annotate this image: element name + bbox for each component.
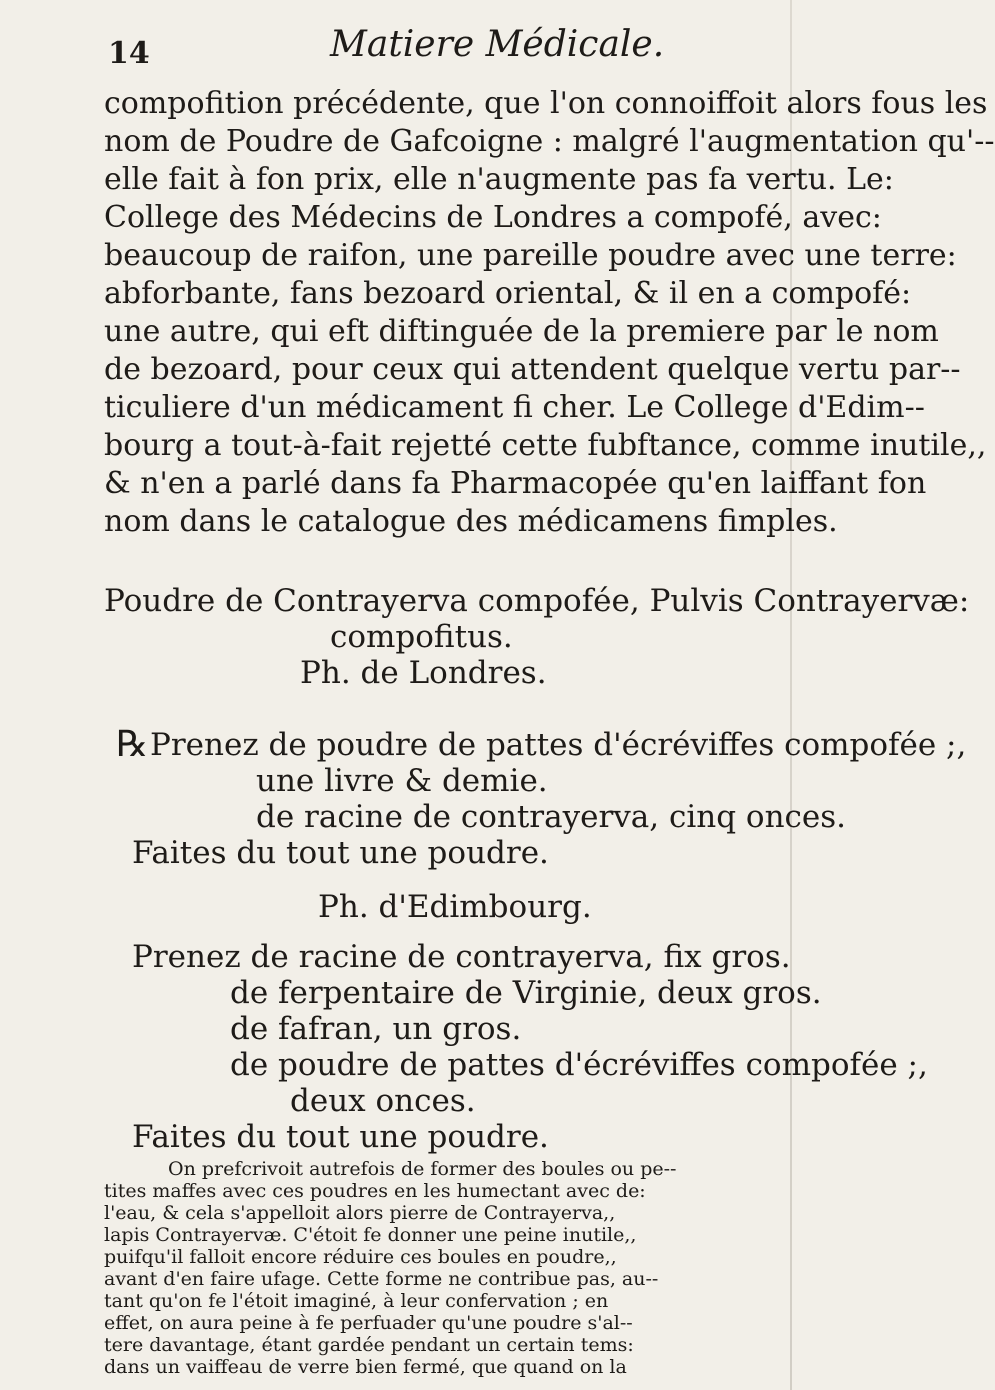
recipe-line: Prenez de poudre de pattes d'écréviffes compofée ;, <box>150 727 967 763</box>
page-number: 14 <box>108 36 150 71</box>
text-line: elle fait à fon prix, elle n'augmente pas fa vertu. Le: <box>104 162 894 197</box>
recipe-line: de fafran, un gros. <box>230 1011 522 1047</box>
recipe-source: Ph. de Londres. <box>300 655 547 691</box>
recipe-title-continued: compofitus. <box>330 619 513 655</box>
text-line: puifqu'il falloit encore réduire ces boules en poudre,, <box>104 1246 617 1268</box>
recipe-source: Ph. d'Edimbourg. <box>318 889 592 925</box>
text-line: bourg a tout-à-fait rejetté cette fubftance, comme inutile,, <box>104 428 987 463</box>
text-line: tant qu'on fe l'étoit imaginé, à leur confervation ; en <box>104 1290 609 1312</box>
text-line: compofition précédente, que l'on connoiffoit alors fous les <box>104 86 988 121</box>
text-line: de bezoard, pour ceux qui attendent quelque vertu par-- <box>104 352 961 387</box>
recipe-line: de poudre de pattes d'écréviffes compofée ;, <box>230 1047 928 1083</box>
recipe-line: Faites du tout une poudre. <box>132 835 549 871</box>
text-line: avant d'en faire ufage. Cette forme ne contribue pas, au-- <box>104 1268 659 1290</box>
text-line: & n'en a parlé dans fa Pharmacopée qu'en laiffant fon <box>104 466 927 501</box>
text-line: effet, on aura peine à fe perfuader qu'une poudre s'al-- <box>104 1312 633 1334</box>
text-line: nom de Poudre de Gafcoigne : malgré l'augmentation qu'-- <box>104 124 995 159</box>
text-line: ticuliere d'un médicament fi cher. Le College d'Edim-- <box>104 390 925 425</box>
text-line: On prefcrivoit autrefois de former des boules ou pe-- <box>168 1158 677 1180</box>
text-line: dans un vaiffeau de verre bien fermé, que quand on la <box>104 1356 627 1378</box>
text-line: tites maffes avec ces poudres en les humectant avec de: <box>104 1180 646 1202</box>
recipe-symbol: ℞ <box>116 724 149 765</box>
text-line: l'eau, & cela s'appelloit alors pierre de Contrayerva,, <box>104 1202 616 1224</box>
recipe-title: Poudre de Contrayerva compofée, Pulvis Contrayervæ: <box>104 583 970 619</box>
recipe-line: une livre & demie. <box>256 763 548 799</box>
recipe-line: deux onces. <box>290 1083 476 1119</box>
text-line: une autre, qui eft diftinguée de la premiere par le nom <box>104 314 939 349</box>
text-line: nom dans le catalogue des médicamens fimples. <box>104 504 838 539</box>
recipe-line: Prenez de racine de contrayerva, fix gros. <box>132 939 791 975</box>
page-header <box>0 16 800 71</box>
text-line: College des Médecins de Londres a compofé, avec: <box>104 200 882 235</box>
text-line: beaucoup de raifon, une pareille poudre avec une terre: <box>104 238 957 273</box>
text-line: abforbante, fans bezoard oriental, & il en a compofé: <box>104 276 912 311</box>
recipe-line: de ferpentaire de Virginie, deux gros. <box>230 975 822 1011</box>
recipe-line: Faites du tout une poudre. <box>132 1119 549 1155</box>
text-line: lapis Contrayervæ. C'étoit fe donner une peine inutile,, <box>104 1224 637 1246</box>
running-title: Matiere Médicale. <box>330 24 665 65</box>
recipe-line: de racine de contrayerva, cinq onces. <box>256 799 846 835</box>
text-line: tere davantage, étant gardée pendant un certain tems: <box>104 1334 634 1356</box>
